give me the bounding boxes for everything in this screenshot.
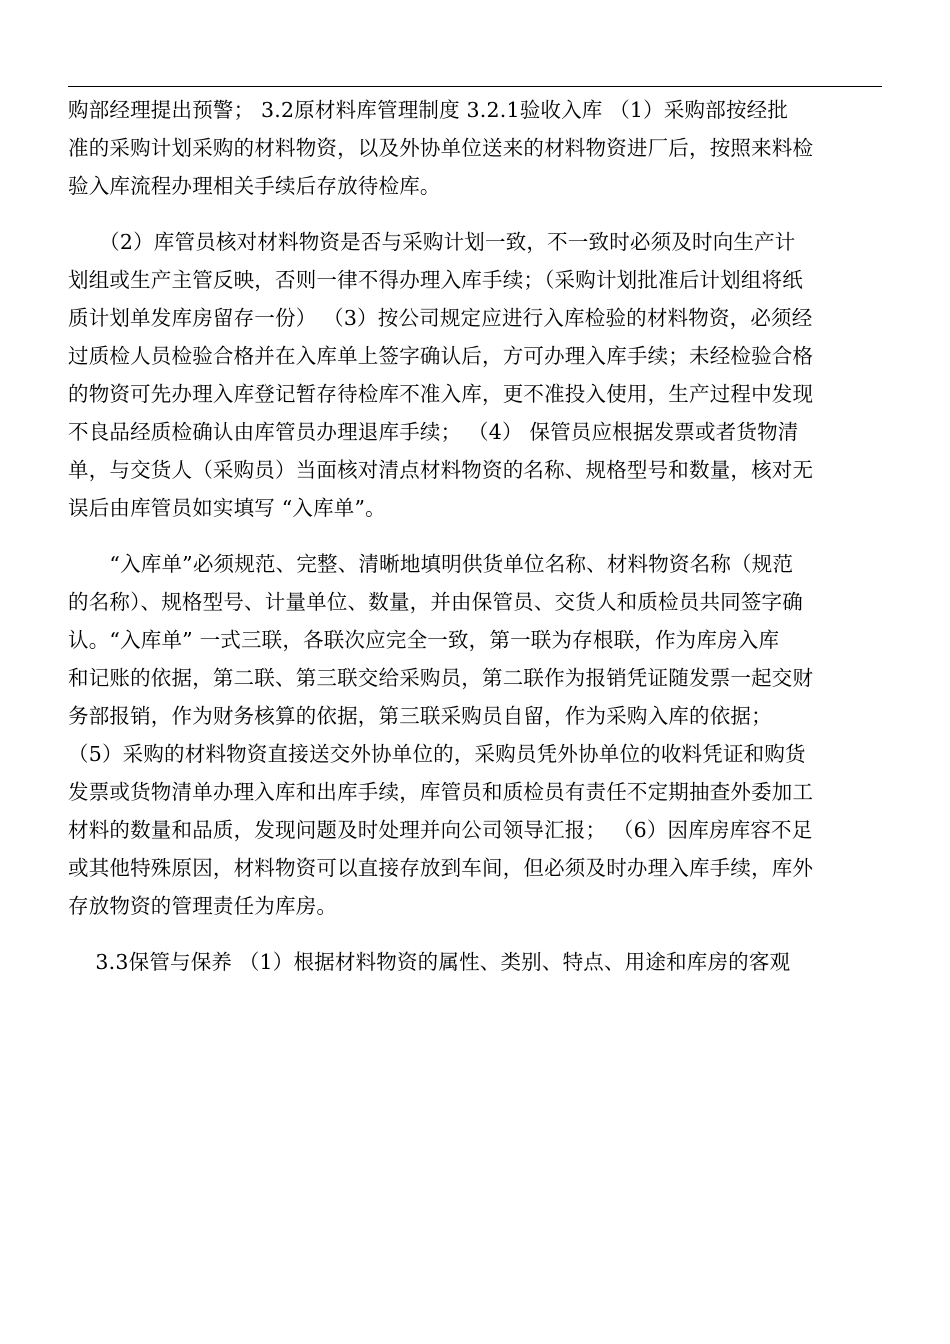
- text-line: 的名称）、规格型号、计量单位、数量，并由保管员、交货人和质检员共同签字确: [68, 590, 803, 614]
- text-line: 质计划单发库房留存一份） （3）按公司规定应进行入库检验的材料物资，必须经: [68, 306, 813, 330]
- text-line: 单，与交货人（采购员）当面核对清点材料物资的名称、规格型号和数量，核对无: [68, 458, 814, 482]
- body-text: [68, 91, 882, 981]
- text-line: （2）库管员核对材料物资是否与采购计划一致，不一致时必须及时向生产计: [68, 230, 796, 254]
- text-line: 购部经理提出预警； 3.2原材料库管理制度 3.2.1验收入库 （1）采购部按经批: [68, 98, 789, 122]
- text-line: 材料的数量和品质，发现问题及时处理并向公司领导汇报； （6）因库房库容不足: [68, 818, 813, 842]
- text-line: “入库单”必须规范、完整、清晰地填明供货单位名称、材料物资名称（规范: [68, 552, 794, 576]
- text-line: （5）采购的材料物资直接送交外协单位的，采购员凭外协单位的收料凭证和购货: [68, 742, 806, 766]
- text-line: 存放物资的管理责任为库房。: [68, 894, 338, 918]
- header-rule: [68, 86, 882, 87]
- text-line: 或其他特殊原因，材料物资可以直接存放到车间，但必须及时办理入库手续，库外: [68, 856, 814, 880]
- text-line: 发票或货物清单办理入库和出库手续，库管员和质检员有责任不定期抽查外委加工: [68, 780, 814, 804]
- text-line: 务部报销，作为财务核算的依据，第三联采购员自留，作为采购入库的依据；: [68, 704, 772, 728]
- text-line: 的物资可先办理入库登记暂存待检库不准入库，更不准投入使用，生产过程中发现: [68, 382, 814, 406]
- text-line: 不良品经质检确认由库管员办理退库手续； （4） 保管员应根据发票或者货物清: [68, 420, 799, 444]
- text-line: 准的采购计划采购的材料物资，以及外协单位送来的材料物资进厂后，按照来料检: [68, 136, 814, 160]
- text-line: 误后由库管员如实填写 “入库单”。: [68, 496, 386, 520]
- text-line: 划组或生产主管反映，否则一律不得办理入库手续；（采购计划批准后计划组将纸: [68, 268, 803, 292]
- text-line: 3.3保管与保养 （1）根据材料物资的属性、类别、特点、用途和库房的客观: [68, 950, 791, 974]
- text-line: 验入库流程办理相关手续后存放待检库。: [68, 174, 441, 198]
- text-line: 过质检人员检验合格并在入库单上签字确认后，方可办理入库手续；未经检验合格: [68, 344, 814, 368]
- text-line: 和记账的依据，第二联、第三联交给采购员，第二联作为报销凭证随发票一起交财: [68, 666, 814, 690]
- text-line: 认。“入库单” 一式三联，各联次应完全一致，第一联为存根联，作为库房入库: [68, 628, 780, 652]
